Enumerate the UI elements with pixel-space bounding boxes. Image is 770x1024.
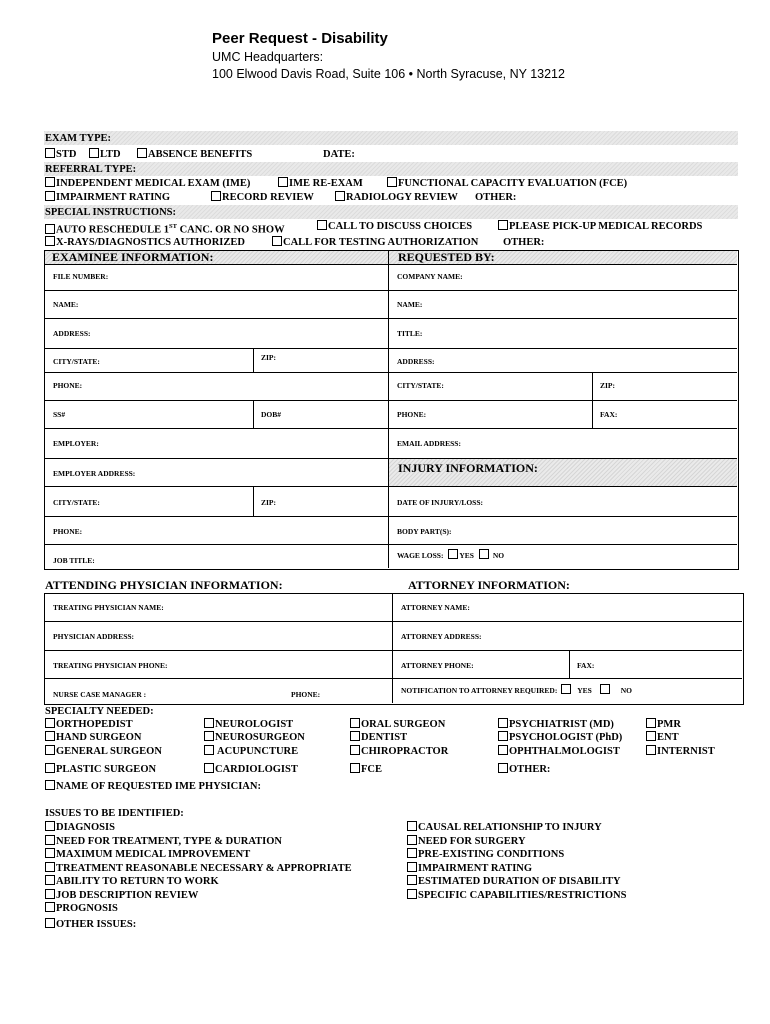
attorney-name-field[interactable]: ATTORNEY NAME: [401, 603, 470, 612]
referral-type-label: REFERRAL TYPE: [45, 164, 137, 175]
issue-option-label: IMPAIRMENT RATING [418, 862, 533, 874]
checkbox-icon[interactable] [45, 177, 55, 187]
call-discuss-option[interactable]: CALL TO DISCUSS CHOICES [317, 220, 472, 233]
issues-label: ISSUES TO BE IDENTIFIED: [45, 808, 184, 819]
checkbox-icon[interactable] [407, 835, 417, 845]
nurse-case-manager-field[interactable]: NURSE CASE MANAGER : [53, 690, 147, 699]
form-title: Peer Request - Disability [212, 30, 388, 47]
requester-phone-field[interactable]: PHONE: [397, 410, 427, 419]
notify-yes-label: YES [577, 686, 592, 695]
file-number-field[interactable]: FILE NUMBER: [53, 272, 109, 281]
examinee-zip-field[interactable]: ZIP: [261, 353, 276, 362]
ltd-option[interactable]: LTD [89, 148, 121, 161]
checkbox-icon[interactable] [204, 745, 214, 755]
checkbox-icon[interactable] [204, 763, 214, 773]
examinee-phone-field[interactable]: PHONE: [53, 381, 83, 390]
specialty-option-label: NEUROSURGEON [215, 732, 305, 743]
issue-option[interactable] [45, 902, 118, 915]
employer-phone-field[interactable]: PHONE: [53, 527, 83, 536]
checkbox-icon[interactable] [350, 763, 360, 773]
examinee-name-field[interactable]: NAME: [53, 300, 79, 309]
issue-option[interactable] [45, 875, 219, 888]
attorney-phone-field[interactable]: ATTORNEY PHONE: [401, 661, 474, 670]
checkbox-icon[interactable] [45, 821, 55, 831]
std-option[interactable]: STD [45, 148, 76, 161]
requester-name-field[interactable]: NAME: [397, 300, 423, 309]
issue-option-label: DIAGNOSIS [56, 822, 115, 833]
physician-heading: ATTENDING PHYSICIAN INFORMATION: [45, 578, 283, 592]
specialty-option-label: ACUPUNCTURE [215, 746, 299, 757]
checkbox-icon[interactable] [211, 191, 221, 201]
checkbox-icon[interactable] [350, 745, 360, 755]
specialty-option[interactable] [498, 763, 550, 776]
checkbox-icon[interactable] [45, 918, 55, 928]
specialty-option[interactable] [498, 731, 622, 744]
employer-field[interactable]: EMPLOYER: [53, 439, 99, 448]
checkbox-icon[interactable] [498, 731, 508, 741]
treating-physician-name-field[interactable]: TREATING PHYSICIAN NAME: [53, 603, 164, 612]
company-name-field[interactable]: COMPANY NAME: [397, 272, 463, 281]
specialty-option[interactable] [204, 763, 298, 776]
examinee-heading: EXAMINEE INFORMATION: [52, 250, 214, 264]
ime-reexam-option[interactable]: IME RE-EXAM [278, 177, 363, 190]
specialty-option[interactable] [45, 718, 133, 731]
specialty-option-label: PSYCHIATRIST (MD) [509, 719, 614, 730]
checkbox-icon[interactable] [498, 763, 508, 773]
employer-citystate-field[interactable]: CITY/STATE: [53, 498, 100, 507]
checkbox-icon[interactable] [350, 731, 360, 741]
checkbox-icon[interactable] [407, 889, 417, 899]
issue-option-label: SPECIFIC CAPABILITIES/RESTRICTIONS [418, 889, 627, 901]
specialty-option[interactable] [45, 745, 162, 758]
checkbox-icon[interactable] [137, 148, 147, 158]
specialty-option[interactable] [204, 718, 293, 731]
notify-no-label: NO [620, 686, 632, 695]
specialty-option[interactable] [498, 745, 620, 758]
checkbox-icon[interactable] [646, 718, 656, 728]
checkbox-icon[interactable] [387, 177, 397, 187]
attorney-heading: ATTORNEY INFORMATION: [408, 578, 570, 592]
other-issues-option[interactable]: OTHER ISSUES: [45, 918, 136, 931]
special-instructions-label: SPECIAL INSTRUCTIONS: [45, 207, 176, 218]
form-header [212, 29, 565, 83]
checkbox-icon[interactable] [45, 148, 55, 158]
specialty-option-label: CHIROPRACTOR [361, 746, 449, 757]
wage-no-label: NO [492, 551, 505, 560]
specialty-option-label: PMR [657, 719, 681, 730]
checkbox-icon[interactable] [204, 731, 214, 741]
checkbox-icon[interactable] [407, 862, 417, 872]
issue-option[interactable] [407, 875, 621, 888]
checkbox-icon[interactable] [448, 549, 458, 559]
exam-type-label: EXAM TYPE: [45, 133, 112, 144]
checkbox-icon[interactable] [272, 236, 282, 246]
specialty-option-label: NEUROLOGIST [215, 719, 294, 730]
checkbox-icon[interactable] [45, 889, 55, 899]
specialty-option-label: PSYCHOLOGIST (PhD) [509, 732, 623, 743]
specialty-option[interactable] [350, 763, 382, 776]
issue-option[interactable] [45, 835, 282, 848]
issue-option[interactable] [407, 821, 602, 834]
checkbox-icon[interactable] [45, 862, 55, 872]
checkbox-icon[interactable] [498, 718, 508, 728]
auto-reschedule-option[interactable]: AUTO RESCHEDULE 1ST CANC. OR NO SHOW [45, 220, 285, 237]
specialty-option-label: PLASTIC SURGEON [56, 764, 157, 775]
wage-yes-label: YES [459, 551, 474, 560]
checkbox-icon[interactable] [45, 236, 55, 246]
issue-option-label: CAUSAL RELATIONSHIP TO INJURY [418, 822, 602, 833]
specialty-option-label: FCE [361, 764, 382, 775]
specialty-option[interactable] [350, 718, 445, 731]
specialty-option-label: GENERAL SURGEON [56, 746, 162, 757]
company-name: UMC Headquarters: [212, 50, 324, 64]
specialty-option-label: ORAL SURGEON [361, 719, 446, 730]
checkbox-icon[interactable] [350, 718, 360, 728]
checkbox-icon[interactable] [89, 148, 99, 158]
specialty-option[interactable] [646, 731, 679, 744]
checkbox-icon[interactable] [600, 684, 610, 694]
checkbox-icon[interactable] [498, 745, 508, 755]
checkbox-icon[interactable] [45, 718, 55, 728]
ime-physician-name-option[interactable]: NAME OF REQUESTED IME PHYSICIAN: [45, 780, 261, 793]
checkbox-icon[interactable] [561, 684, 571, 694]
physician-address-field[interactable]: PHYSICIAN ADDRESS: [53, 632, 135, 641]
checkbox-icon[interactable] [317, 220, 327, 230]
issue-option[interactable] [45, 821, 115, 834]
checkbox-icon[interactable] [45, 745, 55, 755]
checkbox-icon[interactable] [407, 821, 417, 831]
special-other-label: OTHER: [503, 237, 545, 248]
issue-option[interactable] [45, 889, 198, 902]
xrays-option[interactable]: X-RAYS/DIAGNOSTICS AUTHORIZED [45, 236, 245, 249]
specialty-option[interactable] [646, 745, 715, 758]
checkbox-icon[interactable] [646, 745, 656, 755]
specialty-option-label: OTHER: [509, 764, 551, 775]
notification-label: NOTIFICATION TO ATTORNEY REQUIRED: [401, 686, 558, 695]
issue-option-label: ESTIMATED DURATION OF DISABILITY [418, 876, 621, 887]
specialty-option[interactable] [350, 745, 448, 758]
employer-address-field[interactable]: EMPLOYER ADDRESS: [53, 469, 136, 478]
ime-option[interactable]: INDEPENDENT MEDICAL EXAM (IME) [45, 177, 250, 190]
specialty-option-label: ORTHOPEDIST [56, 719, 133, 730]
issue-option[interactable] [407, 835, 526, 848]
specialty-option[interactable] [45, 731, 141, 744]
call-testing-option[interactable]: CALL FOR TESTING AUTHORIZATION [272, 236, 478, 249]
checkbox-icon[interactable] [407, 875, 417, 885]
checkbox-icon[interactable] [45, 875, 55, 885]
absence-benefits-option[interactable]: ABSENCE BENEFITS [137, 148, 252, 161]
issue-option-label: NEED FOR TREATMENT, TYPE & DURATION [56, 835, 282, 847]
checkbox-icon[interactable] [45, 763, 55, 773]
issue-option-label: NEED FOR SURGERY [418, 835, 526, 847]
requester-zip-field[interactable]: ZIP: [600, 381, 615, 390]
treating-physician-phone-field[interactable]: TREATING PHYSICIAN PHONE: [53, 661, 168, 670]
checkbox-icon[interactable] [45, 848, 55, 858]
issue-option-label: PROGNOSIS [56, 903, 118, 914]
issue-option-label: MAXIMUM MEDICAL IMPROVEMENT [56, 849, 251, 860]
checkbox-icon[interactable] [45, 731, 55, 741]
specialty-option[interactable] [350, 731, 407, 744]
checkbox-icon[interactable] [45, 191, 55, 201]
specialty-option[interactable] [204, 731, 305, 744]
specialty-option[interactable] [646, 718, 681, 731]
specialty-label: SPECIALTY NEEDED: [45, 706, 154, 717]
checkbox-icon[interactable] [498, 220, 508, 230]
attorney-fax-field[interactable]: FAX: [577, 661, 595, 670]
radiology-review-option[interactable]: RADIOLOGY REVIEW [335, 191, 458, 204]
specialty-option-label: INTERNIST [657, 746, 715, 757]
nurse-phone-field[interactable]: PHONE: [291, 690, 321, 699]
issue-option[interactable] [45, 862, 352, 875]
specialty-option[interactable] [498, 718, 614, 731]
wage-loss-label: WAGE LOSS: [397, 551, 444, 560]
referral-other-label: OTHER: [475, 192, 517, 203]
checkbox-icon[interactable] [407, 848, 417, 858]
issue-option[interactable] [407, 889, 626, 902]
requester-fax-field[interactable]: FAX: [600, 410, 618, 419]
fce-option[interactable]: FUNCTIONAL CAPACITY EVALUATION (FCE) [387, 177, 627, 190]
issue-option[interactable] [407, 848, 564, 861]
attorney-notification-row [401, 684, 632, 695]
checkbox-icon[interactable] [45, 902, 55, 912]
examinee-citystate-field[interactable]: CITY/STATE: [53, 357, 100, 366]
referral-type-band [44, 162, 738, 176]
checkbox-icon[interactable] [479, 549, 489, 559]
requester-email-field[interactable]: EMAIL ADDRESS: [397, 439, 461, 448]
checkbox-icon[interactable] [204, 718, 214, 728]
issue-option-label: ABILITY TO RETURN TO WORK [56, 876, 219, 887]
injury-heading: INJURY INFORMATION: [398, 461, 538, 475]
specialty-option-label: ENT [657, 732, 679, 743]
wage-loss-row [397, 549, 504, 560]
dob-field[interactable]: DOB# [261, 410, 282, 419]
company-address: 100 Elwood Davis Road, Suite 106 • North Syracuse, NY 13212 [212, 67, 565, 81]
specialty-option[interactable] [45, 763, 156, 776]
requester-citystate-field[interactable]: CITY/STATE: [397, 381, 444, 390]
examinee-address-field[interactable]: ADDRESS: [53, 329, 91, 338]
requester-title-field[interactable]: TITLE: [397, 329, 423, 338]
checkbox-icon[interactable] [278, 177, 288, 187]
checkbox-icon[interactable] [45, 224, 55, 234]
date-label: DATE: [323, 149, 355, 160]
ss-field[interactable]: SS# [53, 410, 66, 419]
exam-type-band [44, 131, 738, 145]
requested-by-heading: REQUESTED BY: [398, 250, 495, 264]
body-parts-field[interactable]: BODY PART(S): [397, 527, 452, 536]
checkbox-icon[interactable] [646, 731, 656, 741]
checkbox-icon[interactable] [45, 835, 55, 845]
info-grid [44, 250, 739, 570]
checkbox-icon[interactable] [45, 780, 55, 790]
issue-option[interactable] [407, 862, 532, 875]
issue-option-label: PRE-EXISTING CONDITIONS [418, 849, 565, 860]
record-review-option[interactable]: RECORD REVIEW [211, 191, 314, 204]
pickup-records-option[interactable]: PLEASE PICK-UP MEDICAL RECORDS [498, 220, 702, 233]
issue-option[interactable] [45, 848, 250, 861]
specialty-option-label: CARDIOLOGIST [215, 764, 298, 775]
requester-address-field[interactable]: ADDRESS: [397, 357, 435, 366]
attorney-address-field[interactable]: ATTORNEY ADDRESS: [401, 632, 482, 641]
checkbox-icon[interactable] [335, 191, 345, 201]
injury-date-field[interactable]: DATE OF INJURY/LOSS: [397, 498, 483, 507]
specialty-option-label: DENTIST [361, 732, 408, 743]
specialty-option-label: OPHTHALMOLOGIST [509, 746, 620, 757]
impairment-rating-option[interactable]: IMPAIRMENT RATING [45, 191, 170, 204]
employer-zip-field[interactable]: ZIP: [261, 498, 276, 507]
job-title-field[interactable]: JOB TITLE: [53, 556, 95, 565]
specialty-option-label: HAND SURGEON [56, 732, 142, 743]
specialty-option[interactable] [204, 745, 298, 758]
issue-option-label: JOB DESCRIPTION REVIEW [56, 889, 199, 901]
issue-option-label: TREATMENT REASONABLE NECESSARY & APPROPRIATE [56, 862, 352, 874]
